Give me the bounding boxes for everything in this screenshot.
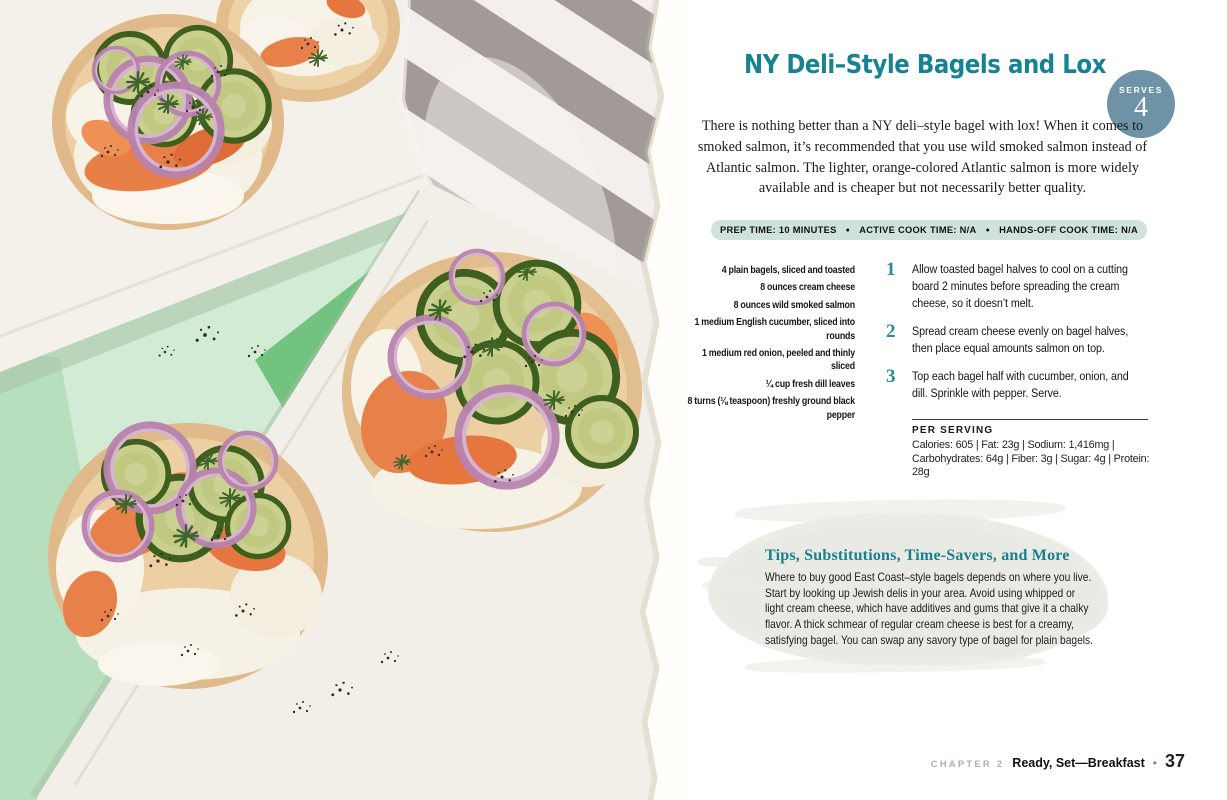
step-number: 2 [886,321,896,342]
per-serving-heading: PER SERVING [912,425,994,436]
step-text: Spread cream cheese evenly on bagel halves, then place equal amounts salmon on top. [912,324,1129,355]
bagel-bottom-right [342,252,642,532]
serves-value: 4 [1134,92,1148,123]
recipe-title: NY Deli–Style Bagels and Lox [744,50,1106,80]
recipe-intro: There is nothing better than a NY deli–style bagel with lox! When it comes to smoked salmon, it’s recommended that you use wild smoked salmon instead of Atlantic salmon. The lighter, orange-colored Atlantic salmon is more widely available and is cheaper but not necessarily better quality. [697,118,1148,197]
ingredient-item: 4 plain bagels, sliced and toasted [721,264,855,276]
bagel-bottom-left [48,423,328,689]
page-number: 37 [1164,751,1185,771]
ingredient-item: 8 turns (⅛ teaspoon) freshly ground black pepper [687,395,855,421]
chapter-label: CHAPTER 2 [930,759,1005,770]
active-cook-time: ACTIVE COOK TIME: N/A [859,225,977,235]
time-bar-separator-icon: ● [985,226,991,234]
ingredient-item: 1 medium red onion, peeled and thinly sliced [701,347,855,373]
serves-label: SERVES [1119,85,1163,95]
bagel-top-left [52,14,284,230]
step-item [886,368,1162,402]
step-number: 1 [886,259,896,280]
step-list [886,261,1162,413]
step-text: Allow toasted bagel halves to cool on a cutting board 2 minutes before spreading the cream cheese, so it doesn’t melt. [912,262,1128,310]
tips-body: Where to buy good East Coast–style bagels depends on where you live. Start by looking up Jewish delis in your area. Avoid using whipped or light cream cheese, which have additives and gums that give it a chalky flavor. A thick schmear of regular cream cheese is best for a creamy, satisfying bagel. You can swap any savory type of bagel for plain bagels. [765,570,1094,647]
step-item [886,261,1162,312]
ingredient-item: ¼ cup fresh dill leaves [765,377,855,390]
time-bar [711,220,1147,240]
per-serving-divider [912,419,1148,420]
ingredient-item: 8 ounces cream cheese [760,281,855,294]
footer-dot-icon: • [1152,756,1157,770]
per-serving-values: Calories: 605 | Fat: 23g | Sodium: 1,416mg | Carbohydrates: 64g | Fiber: 3g | Sugar: 4g | Protein: 28g [912,439,1150,479]
step-text: Top each bagel half with cucumber, onion, and dill. Sprinkle with pepper. Serve. [912,369,1129,400]
chapter-title: Ready, Set—Breakfast [1012,756,1145,770]
page-footer [931,751,1185,772]
brush-stroke [702,581,756,590]
brush-stroke [745,654,1045,674]
time-bar-separator-icon: ● [845,226,851,234]
per-serving [912,425,1162,480]
tips-title: Tips, Substitutions, Time-Savers, and More [765,547,1070,564]
prep-time: PREP TIME: 10 MINUTES [719,225,837,235]
ingredient-item: 1 medium English cucumber, sliced into rounds [694,316,855,342]
step-number: 3 [886,366,896,387]
brush-stroke [698,557,744,567]
ingredient-list [687,264,855,426]
ingredient-item: 8 ounces wild smoked salmon [733,298,855,311]
step-item [886,323,1162,357]
hands-off-cook-time: HANDS-OFF COOK TIME: N/A [999,225,1138,235]
